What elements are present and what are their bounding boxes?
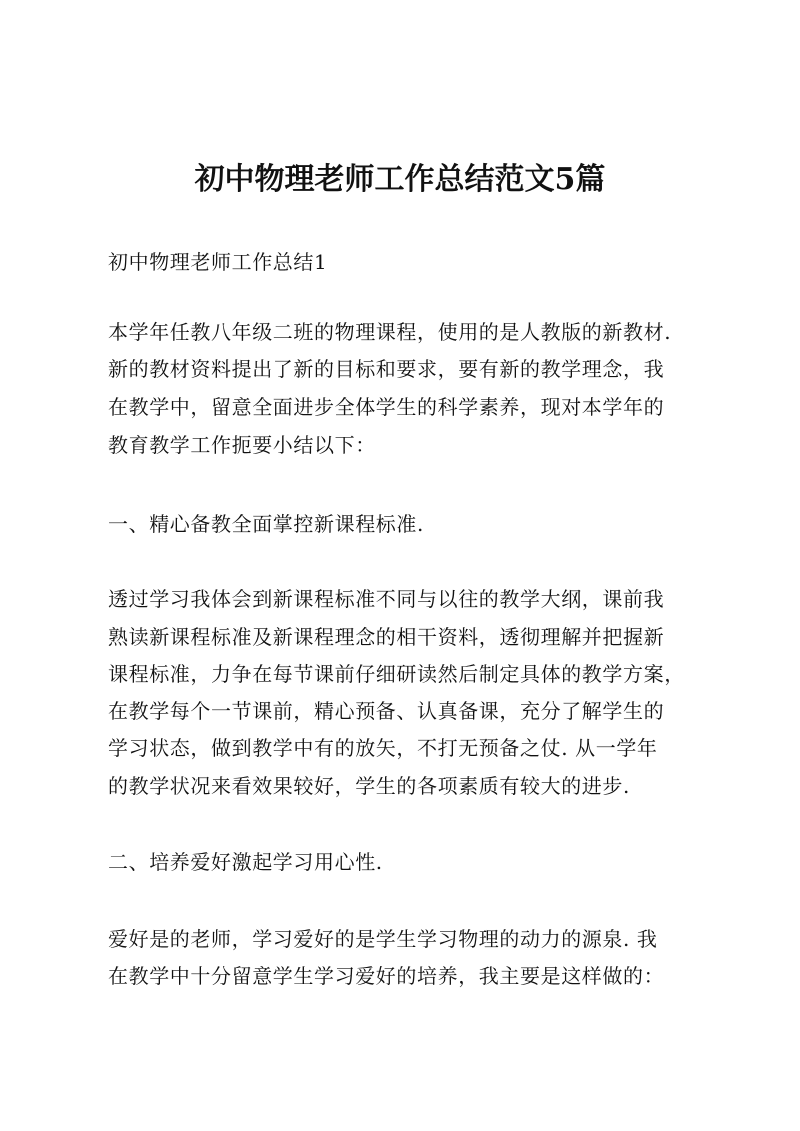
paragraph-2-line-2: 熟读新课程标准及新课程理念的相干资料，透彻理解并把握新 xyxy=(108,625,665,649)
paragraph-2-line-6: 的教学状况来看效果较好，学生的各项素质有较大的进步. xyxy=(108,774,630,798)
paragraph-2-line-1: 透过学习我体会到新课程标准不同与以往的教学大纲，课前我 xyxy=(108,587,665,611)
paragraph-1-line-3: 在教学中，留意全面进步全体学生的科学素养，现对本学年的 xyxy=(108,395,665,419)
paragraph-1-line-4: 教育教学工作扼要小结以下： xyxy=(108,433,376,457)
paragraph-2-line-4: 在教学每个一节课前，精心预备、认真备课，充分了解学生的 xyxy=(108,699,665,723)
paragraph-3-line-1: 爱好是的老师，学习爱好的是学生学习物理的动力的源泉. 我 xyxy=(108,927,658,951)
section-2-heading: 二、培养爱好激起学习用心性. xyxy=(108,850,383,874)
paragraph-1-line-2: 新的教材资料提出了新的目标和要求，要有新的教学理念，我 xyxy=(108,357,665,381)
paragraph-2-line-5: 学习状态，做到教学中有的放矢，不打无预备之仗. 从一学年 xyxy=(108,736,658,760)
paragraph-1-line-1: 本学年任教八年级二班的物理课程，使用的是人教版的新教材. xyxy=(108,320,672,344)
subheading: 初中物理老师工作总结1 xyxy=(108,250,328,274)
paragraph-2-line-3: 课程标准，力争在每节课前仔细研读然后制定具体的教学方案， xyxy=(108,662,685,686)
section-1-heading: 一、精心备教全面掌控新课程标准. xyxy=(108,512,424,536)
paragraph-3-line-2: 在教学中十分留意学生学习爱好的培养，我主要是这样做的： xyxy=(108,964,665,988)
document-title: 初中物理老师工作总结范文5篇 xyxy=(194,162,606,197)
